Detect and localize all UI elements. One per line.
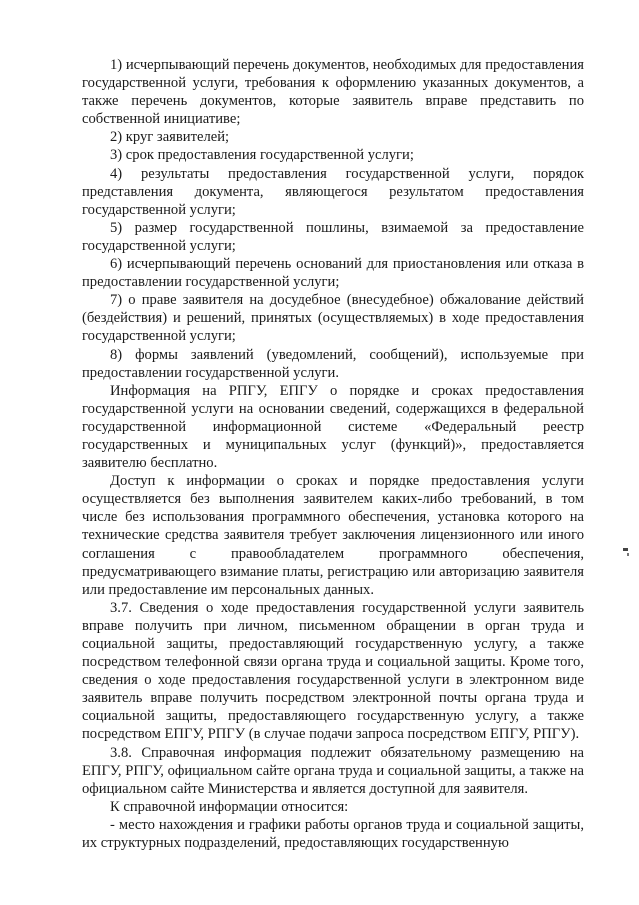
paragraph-3-8: 3.8. Справочная информация подлежит обязательному размещению на ЕПГУ, РПГУ, официальном сайте органа труда и социальной защиты, а также на официальном сайте Министерства и является доступной для заявителя. [82, 744, 584, 797]
paragraph-item-1: 1) исчерпывающий перечень документов, необходимых для предоставления государственной услуги, требования к оформлению указанных документов, а также перечень документов, которые заявитель вправе представить по собственной инициативе; [82, 57, 584, 128]
paragraph-info-portals: Информация на РПГУ, ЕПГУ о порядке и сроках предоставления государственной услуги на основании сведений, содержащихся в федеральной государственной информационной системе «Федеральный реестр государственных и муниципальных услуг (функций)», предоставляется заявителю бесплатно. [82, 382, 584, 472]
paragraph-reference-item: - место нахождения и графики работы органов труда и социальной защиты, их структурных подразделений, предоставляющих государственную [82, 816, 584, 852]
paragraph-item-6: 6) исчерпывающий перечень оснований для приостановления или отказа в предоставлении государственной услуги; [82, 256, 584, 291]
paragraph-item-2: 2) круг заявителей; [110, 129, 230, 146]
paragraph-reference-intro: К справочной информации относится: [110, 798, 349, 815]
paragraph-item-8: 8) формы заявлений (уведомлений, сообщений), используемые при предоставлении государственной услуги. [82, 346, 584, 381]
paragraph-access: Доступ к информации о сроках и порядке предоставления услуги осуществляется без выполнения заявителем каких-либо требований, в том числе без использования программного обеспечения, установка которого на технические средства заявителя требует заключения лицензионного или иного соглашения с правообладателем программного обеспечения, предусматривающего взимание платы, регистрацию или авторизацию заявителя или предоставление им персональных данных. [82, 473, 584, 598]
paragraph-3-7: 3.7. Сведения о ходе предоставления государственной услуги заявитель вправе получить при личном, письменном обращении в орган труда и социальной защиты, предоставляющий государственную услугу, а также посредством телефонной связи органа труда и социальной защиты. Кроме того, сведения о ходе предоставления государственной услуги в электронном виде заявитель вправе получить посредством электронной почты органа труда и социальной защиты, предоставляющего государственную услугу, а также посредством ЕПГУ, РПГУ (в случае подачи запроса посредством ЕПГУ, РПГУ). [82, 599, 584, 743]
scan-artifact-dot [627, 553, 629, 556]
paragraph-item-5: 5) размер государственной пошлины, взимаемой за предоставление государственной услуги; [82, 219, 584, 254]
paragraph-item-4: 4) результаты предоставления государственной услуги, порядок представления документа, являющегося результатом предоставления государственной услуги; [82, 165, 584, 218]
paragraph-item-3: 3) срок предоставления государственной услуги; [110, 147, 414, 164]
document-body [82, 56, 584, 852]
scan-artifact [623, 548, 628, 551]
paragraph-item-7: 7) о праве заявителя на досудебное (внесудебное) обжалование действий (бездействия) и решений, принятых (осуществляемых) в ходе предоставления государственной услуги; [82, 292, 584, 345]
